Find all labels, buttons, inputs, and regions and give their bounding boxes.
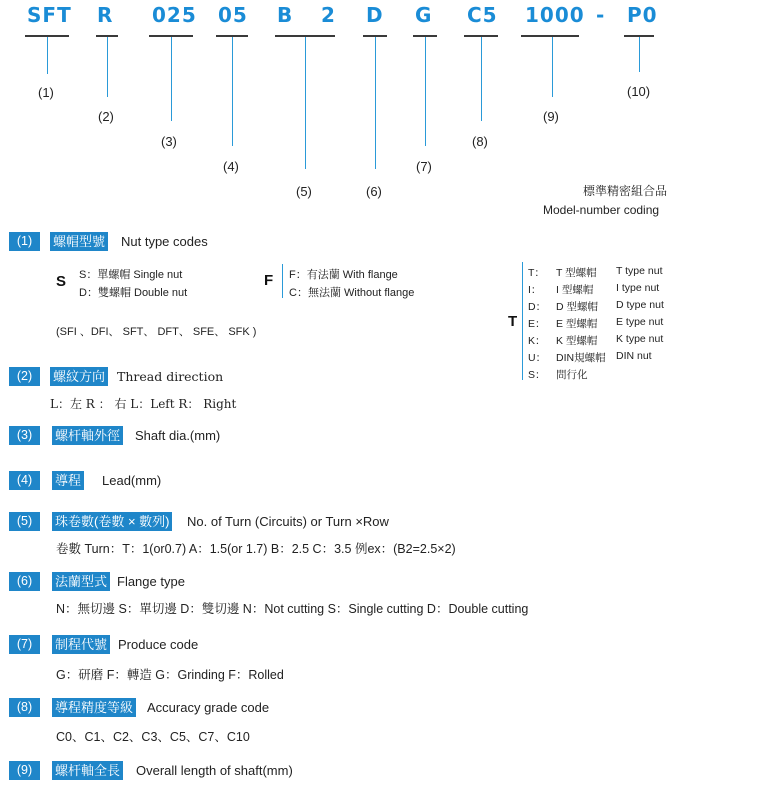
nut-f-bar [282, 264, 283, 298]
code-05: 05 [218, 3, 248, 27]
t-zh: T 型螺帽 [556, 267, 597, 279]
connector-line [552, 37, 553, 97]
t-zh: DIN規螺帽 [556, 352, 606, 364]
code-1000: 1000 [525, 3, 585, 27]
code-underline [521, 35, 579, 37]
connector-line [107, 37, 108, 97]
t-zh: D 型螺帽 [556, 301, 598, 313]
section-2-number: (2) [9, 367, 40, 386]
code-2: 2 [321, 3, 336, 27]
section-9-title-zh: 螺杆軸全長 [52, 761, 123, 780]
section-9-number: (9) [9, 761, 40, 780]
nut-s-line: D：雙螺帽 Double nut [79, 287, 188, 299]
t-code: D： [528, 301, 547, 313]
code-sft: SFT [27, 3, 72, 27]
nut-series-list: (SFI 、DFI、 SFT、 DFT、 SFE、 SFK ) [56, 326, 257, 338]
section-9-title-en: Overall length of shaft(mm) [136, 763, 293, 778]
connector-line [639, 37, 640, 72]
t-zh: E 型螺帽 [556, 318, 598, 330]
connector-line [481, 37, 482, 121]
t-en: D type nut [616, 299, 664, 311]
t-en: E type nut [616, 316, 664, 328]
section-4-title-en: Lead(mm) [102, 473, 162, 488]
code-number: (8) [472, 134, 488, 149]
code-c5: C5 [467, 3, 498, 27]
section-6-title-en: Flange type [117, 574, 185, 589]
code-p0: P0 [627, 3, 658, 27]
nut-f-letter: F [264, 272, 274, 289]
accuracy-grade-line: C0、C1、C2、C3、C5、C7、C10 [56, 730, 250, 744]
section-2-title-zh: 螺紋方向 [50, 367, 108, 386]
t-en: K type nut [616, 333, 664, 345]
code-g: G [415, 3, 433, 27]
section-6-number: (6) [9, 572, 40, 591]
code-r: R [97, 3, 114, 27]
t-en: T type nut [616, 265, 663, 277]
section-7-number: (7) [9, 635, 40, 654]
connector-line [425, 37, 426, 146]
t-code: I： [528, 284, 542, 296]
produce-code-line: G：研磨 F：轉造 G：Grinding F：Rolled [56, 668, 284, 682]
section-2-title-en: Thread direction [117, 369, 224, 384]
code-d: D [366, 3, 384, 27]
connector-line [47, 37, 48, 74]
section-3-number: (3) [9, 426, 40, 445]
section-1-title-en: Nut type codes [121, 234, 208, 249]
t-code: T： [528, 267, 545, 279]
nut-t-letter: T [508, 313, 518, 330]
section-7-title-en: Produce code [118, 637, 199, 652]
section-1-number: (1) [9, 232, 40, 251]
t-en: DIN nut [616, 350, 652, 362]
turn-line: 卷數 Turn：T：1(or0.7) A：1.5(or 1.7) B：2.5 C：3.5 例ex：(B2=2.5×2) [56, 542, 456, 556]
section-8-title-zh: 導程精度等級 [52, 698, 136, 717]
section-5-title-zh: 珠卷數(卷數 × 數列) [52, 512, 172, 531]
connector-line [305, 37, 306, 169]
connector-line [375, 37, 376, 169]
nut-s-line: S：單螺帽 Single nut [79, 269, 183, 281]
connector-line [232, 37, 233, 146]
nut-f-line: C：無法蘭 Without flange [289, 287, 415, 299]
section-3-title-en: Shaft dia.(mm) [135, 428, 221, 443]
t-code: E： [528, 318, 546, 330]
code-number: (7) [416, 159, 432, 174]
section-4-title-zh: 導程 [52, 471, 84, 490]
code-number: (9) [543, 109, 559, 124]
connector-line [171, 37, 172, 121]
code-number: (4) [223, 159, 239, 174]
t-code: U： [528, 352, 547, 364]
nut-f-line: F：有法蘭 With flange [289, 269, 398, 281]
t-zh: 問行化 [556, 369, 588, 381]
code-number: (10) [627, 84, 651, 99]
t-zh: I 型螺帽 [556, 284, 594, 296]
coding-title-zh: 標準精密組合品 [583, 184, 668, 198]
t-zh: K 型螺帽 [556, 335, 598, 347]
section-5-number: (5) [9, 512, 40, 531]
coding-title-en: Model-number coding [543, 203, 660, 217]
code-number: (3) [161, 134, 177, 149]
section-5-title-en: No. of Turn (Circuits) or Turn ×Row [187, 514, 389, 529]
section-6-title-zh: 法蘭型式 [52, 572, 110, 591]
section-4-number: (4) [9, 471, 40, 490]
section-7-title-zh: 制程代號 [52, 635, 110, 654]
t-code: S： [528, 369, 546, 381]
section-3-title-zh: 螺杆軸外徑 [52, 426, 123, 445]
nut-t-bar [522, 262, 523, 380]
t-code: K： [528, 335, 546, 347]
section-8-number: (8) [9, 698, 40, 717]
flange-type-line: N：無切邊 S：單切邊 D：雙切邊 N：Not cutting S：Single cutting D：Double cutting [56, 602, 529, 616]
thread-direction-line: L：左 R ： 右 L：Left R： Right [50, 397, 237, 411]
t-en: I type nut [616, 282, 660, 294]
code-number: (1) [38, 85, 54, 100]
code-number: (2) [98, 109, 114, 124]
code-number: (6) [366, 184, 382, 199]
section-8-title-en: Accuracy grade code [147, 700, 270, 715]
nut-s-letter: S [56, 273, 67, 290]
code-025: 025 [152, 3, 197, 27]
code-b: B [277, 3, 294, 27]
section-1-title-zh: 螺帽型號 [50, 232, 108, 251]
code-number: (5) [296, 184, 312, 199]
code-dash: - [596, 3, 606, 27]
